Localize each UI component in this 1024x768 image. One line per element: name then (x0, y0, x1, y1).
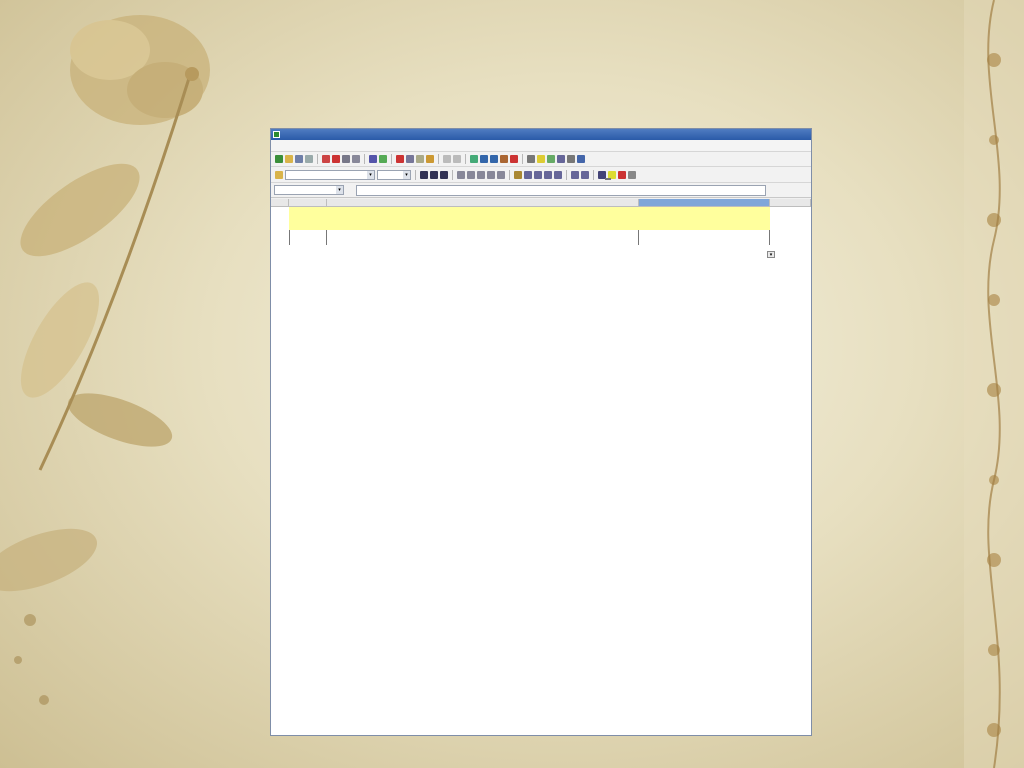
font-size-combo[interactable] (377, 170, 411, 180)
export-pdf-icon[interactable] (332, 155, 340, 163)
border-ornament-decoration (964, 0, 1024, 768)
menu-bar (271, 140, 811, 152)
cut-icon[interactable] (396, 155, 404, 163)
new-document-icon[interactable] (275, 155, 283, 163)
data-sources-icon[interactable] (557, 155, 565, 163)
column-header-d[interactable] (770, 199, 811, 207)
bold-icon[interactable] (420, 171, 428, 179)
zoom-icon[interactable] (567, 155, 575, 163)
edit-file-icon[interactable] (322, 155, 330, 163)
rose-ornament-decoration (0, 0, 270, 768)
column-header-b[interactable] (327, 199, 639, 207)
sheet-title-cell[interactable] (289, 207, 770, 231)
email-icon[interactable] (305, 155, 313, 163)
styles-icon[interactable] (275, 171, 283, 179)
header-num[interactable] (289, 230, 327, 245)
header-answer[interactable] (639, 230, 770, 245)
input-line[interactable] (356, 185, 766, 196)
redo-icon[interactable] (453, 155, 461, 163)
spreadsheet-grid[interactable] (271, 199, 811, 735)
gallery-icon[interactable] (547, 155, 555, 163)
sort-descending-icon[interactable] (490, 155, 498, 163)
table-header-row (289, 230, 770, 245)
copy-icon[interactable] (406, 155, 414, 163)
chevron-down-icon[interactable]: ▾ (367, 171, 374, 179)
input-line-tooltip (605, 178, 611, 180)
underline-icon[interactable] (440, 171, 448, 179)
save-icon[interactable] (295, 155, 303, 163)
print-preview-icon[interactable] (352, 155, 360, 163)
align-left-icon[interactable] (457, 171, 465, 179)
hyperlink-icon[interactable] (470, 155, 478, 163)
undo-icon[interactable] (443, 155, 451, 163)
draw-functions-icon[interactable] (510, 155, 518, 163)
sort-ascending-icon[interactable] (480, 155, 488, 163)
find-icon[interactable] (527, 155, 535, 163)
formatting-toolbar (271, 167, 811, 183)
window-titlebar[interactable] (271, 129, 811, 140)
justify-icon[interactable] (487, 171, 495, 179)
column-header-a[interactable] (289, 199, 327, 207)
chevron-down-icon[interactable]: ▾ (336, 186, 343, 194)
delete-decimal-icon[interactable] (554, 171, 562, 179)
clone-formatting-icon[interactable] (426, 155, 434, 163)
header-question[interactable] (327, 230, 639, 245)
merge-cells-icon[interactable] (497, 171, 505, 179)
font-name-combo[interactable] (285, 170, 375, 180)
libreoffice-calc-window (270, 128, 812, 736)
align-center-icon[interactable] (467, 171, 475, 179)
paste-icon[interactable] (416, 155, 424, 163)
column-header-c[interactable] (639, 199, 770, 207)
percent-format-icon[interactable] (524, 171, 532, 179)
spellcheck-icon[interactable] (369, 155, 377, 163)
formula-bar (271, 183, 811, 198)
add-decimal-icon[interactable] (544, 171, 552, 179)
increase-indent-icon[interactable] (581, 171, 589, 179)
currency-format-icon[interactable] (514, 171, 522, 179)
standard-toolbar (271, 152, 811, 167)
sheet-content (289, 207, 811, 735)
select-all-corner[interactable] (271, 199, 289, 207)
name-box[interactable] (274, 185, 344, 195)
toggle-grid-icon[interactable] (628, 171, 636, 179)
calc-app-icon (273, 131, 280, 138)
chart-icon[interactable] (500, 155, 508, 163)
navigator-icon[interactable] (537, 155, 545, 163)
help-icon[interactable] (577, 155, 585, 163)
font-color-icon[interactable] (618, 171, 626, 179)
decrease-indent-icon[interactable] (571, 171, 579, 179)
standard-format-icon[interactable] (534, 171, 542, 179)
italic-icon[interactable] (430, 171, 438, 179)
print-icon[interactable] (342, 155, 350, 163)
autofilter-dropdown-icon[interactable]: ▾ (767, 251, 775, 258)
align-right-icon[interactable] (477, 171, 485, 179)
chevron-down-icon[interactable]: ▾ (403, 171, 410, 179)
autocheck-icon[interactable] (379, 155, 387, 163)
open-folder-icon[interactable] (285, 155, 293, 163)
